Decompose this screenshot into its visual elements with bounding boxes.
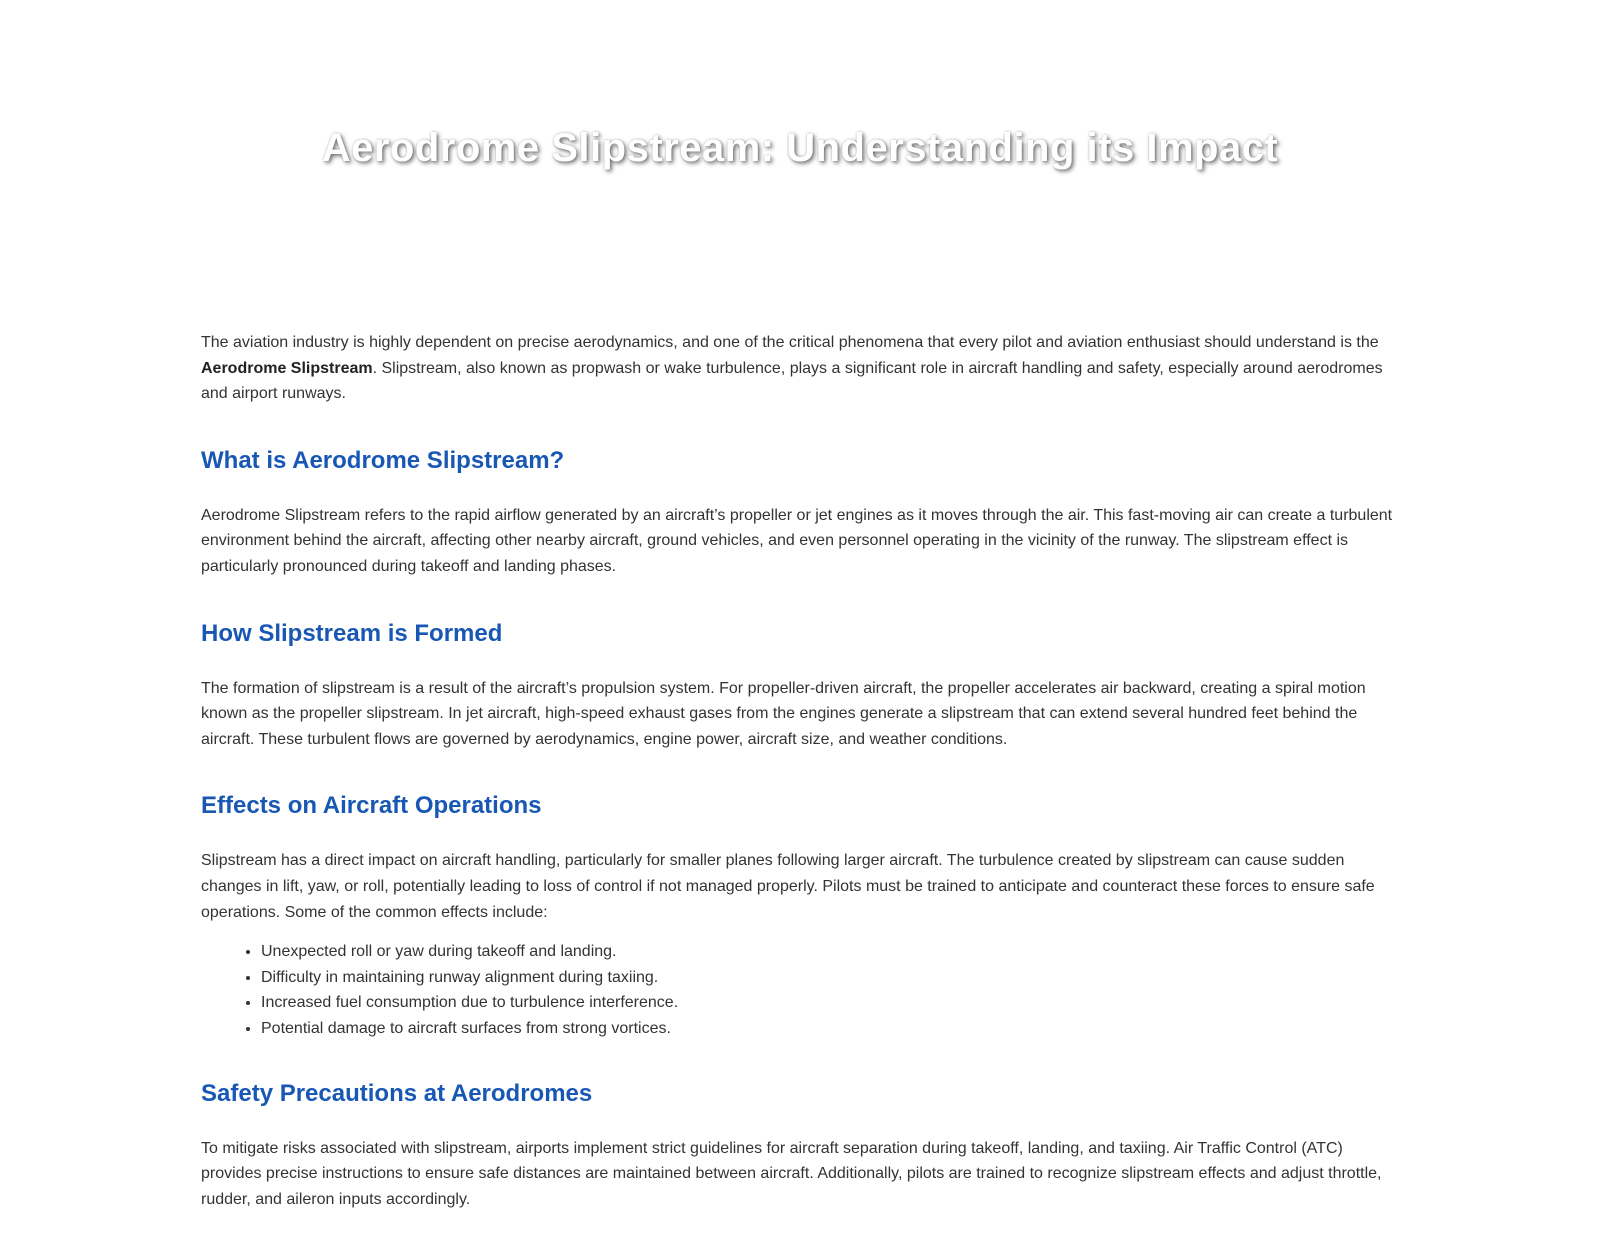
section-what-is bbox=[201, 445, 1401, 580]
list-item: • Potential damage to aircraft surfaces from strong vortices. bbox=[261, 1016, 1401, 1042]
page-title: Aerodrome Slipstream: Understanding its Impact bbox=[321, 126, 1279, 170]
section-heading: How Slipstream is Formed bbox=[201, 619, 503, 647]
intro-text-start: The aviation industry is highly dependent on precise aerodynamics, and one of the critical phenomena that every pilot and aviation enthusiast should understand is the bbox=[201, 334, 1379, 351]
section-body: To mitigate risks associated with slipstream, airports implement strict guidelines for aircraft separation during takeoff, landing, and taxiing. Air Traffic Control (ATC) provides precise instructions to ensure safe distances are maintained between aircraft. Additionally, pilots are trained to recognize slipstream effects and adjust throttle, rudder, and aileron inputs accordingly. bbox=[201, 1139, 1382, 1208]
list-item: • Unexpected roll or yaw during takeoff and landing. bbox=[261, 939, 1401, 965]
list-item: • Increased fuel consumption due to turbulence interference. bbox=[261, 990, 1401, 1016]
list-item: • Difficulty in maintaining runway alignment during taxiing. bbox=[261, 965, 1401, 991]
intro-paragraph bbox=[201, 330, 1401, 407]
section-heading: What is Aerodrome Slipstream? bbox=[201, 446, 565, 474]
section-how-formed bbox=[201, 618, 1401, 753]
intro-text-end: . Slipstream, also known as propwash or wake turbulence, plays a significant role in aircraft handling and safety, especially around aerodromes and airport runways. bbox=[201, 359, 1383, 403]
section-safety bbox=[201, 1078, 1401, 1213]
section-heading: Safety Precautions at Aerodromes bbox=[201, 1079, 593, 1107]
effects-list bbox=[201, 939, 1401, 1041]
section-heading: Effects on Aircraft Operations bbox=[201, 792, 542, 820]
article-content bbox=[201, 330, 1401, 1250]
hero-banner bbox=[0, 0, 1600, 290]
intro-bold-term: Aerodrome Slipstream bbox=[201, 359, 373, 377]
section-body: Aerodrome Slipstream refers to the rapid airflow generated by an aircraft’s propeller or jet engines as it moves through the air. This fast-moving air can create a turbulent environment behind the aircraft, affecting other nearby aircraft, ground vehicles, and even personnel operating in the vicinity of the runway. The slipstream effect is particularly pronounced during takeoff and landing phases. bbox=[201, 506, 1393, 575]
section-body: The formation of slipstream is a result of the aircraft’s propulsion system. For propeller-driven aircraft, the propeller accelerates air backward, creating a spiral motion known as the propeller slipstream. In jet aircraft, high-speed exhaust gases from the engines generate a slipstream that can extend several hundred feet behind the aircraft. These turbulent flows are governed by aerodynamics, engine power, aircraft size, and weather conditions. bbox=[201, 679, 1366, 748]
section-effects bbox=[201, 790, 1401, 1041]
section-body: Slipstream has a direct impact on aircraft handling, particularly for smaller planes following larger aircraft. The turbulence created by slipstream can cause sudden changes in lift, yaw, or roll, potentially leading to loss of control if not managed properly. Pilots must be trained to anticipate and counteract these forces to ensure safe operations. Some of the common effects include: bbox=[201, 852, 1375, 921]
